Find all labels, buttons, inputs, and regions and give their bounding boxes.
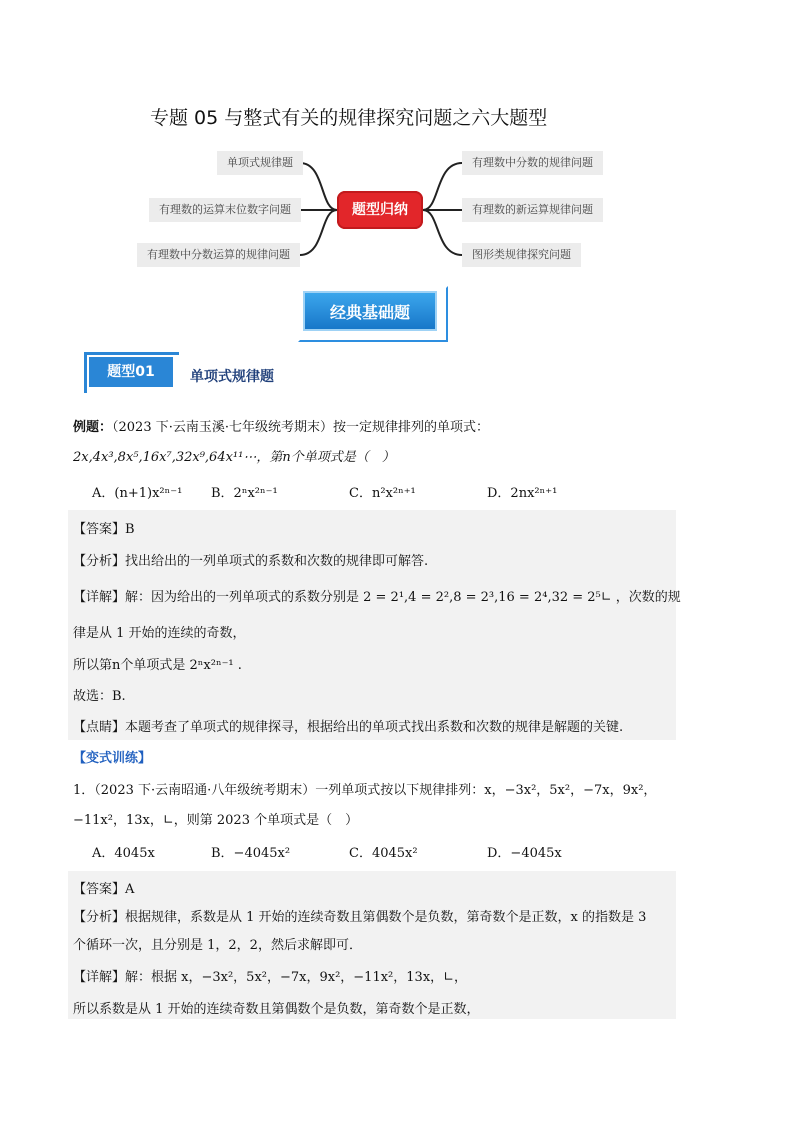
example-stem: （2023 下·云南玉溪·七年级统考期末）按一定规律排列的单项式：: [112, 420, 489, 435]
practice-detail-1: 【详解】解：根据 x，−3x²，5x²，−7x，9x²，−11x²，13x，∟，: [73, 970, 468, 985]
example-line: [73, 416, 489, 435]
example-option-b: B．2ⁿx²ⁿ⁻¹: [211, 486, 278, 501]
section-banner: 经典基础题: [303, 291, 437, 331]
mindmap-node-monomial: 单项式规律题: [217, 151, 303, 175]
example-detail-1: 【详解】解：因为给出的一列单项式的系数分别是 2 = 2¹,4 = 2²,8 = 2³,16 = 2⁴,32 = 2⁵∟ ，次数的规: [73, 590, 681, 605]
mindmap-node-fraction-operation: 有理数中分数运算的规律问题: [137, 243, 300, 267]
mindmap-center: 题型归纳: [337, 191, 423, 229]
practice-detail-2: 所以系数是从 1 开始的连续奇数且第偶数个是负数，第奇数个是正数，: [73, 1002, 480, 1017]
practice-option-c: C．4045x²: [349, 846, 418, 861]
practice-q1-line-2: −11x²，13x，∟，则第 2023 个单项式是（ ）: [73, 813, 359, 828]
section-tag: 题型01: [89, 357, 173, 387]
example-answer: 【答案】B: [73, 522, 135, 537]
example-analysis: 【分析】找出给出的一列单项式的系数和次数的规律即可解答.: [73, 554, 429, 569]
practice-option-d: D．−4045x: [487, 846, 562, 861]
example-comment: 【点睛】本题考查了单项式的规律探寻，根据给出的单项式找出系数和次数的规律是解题的关键.: [73, 720, 624, 735]
example-option-a: A．(n+1)x²ⁿ⁻¹: [92, 486, 183, 501]
section-title: 单项式规律题: [190, 369, 274, 385]
practice-option-b: B．−4045x²: [211, 846, 291, 861]
example-detail-2: 律是从 1 开始的连续的奇数，: [73, 626, 246, 641]
practice-analysis-2: 个循环一次，且分别是 1，2，2，然后求解即可．: [73, 938, 362, 953]
mindmap-node-new-operation: 有理数的新运算规律问题: [462, 198, 603, 222]
practice-answer: 【答案】A: [73, 882, 135, 897]
practice-option-a: A．4045x: [92, 846, 155, 861]
mindmap-node-figure-pattern: 图形类规律探究问题: [462, 243, 581, 267]
page-title: 专题 05 与整式有关的规律探究问题之六大题型: [150, 107, 548, 129]
practice-analysis-1: 【分析】根据规律，系数是从 1 开始的连续奇数且第偶数个是负数，第奇数个是正数，x 的指数是 3: [73, 910, 647, 925]
mindmap-node-last-digit: 有理数的运算末位数字问题: [149, 198, 301, 222]
example-option-d: D．2nx²ⁿ⁺¹: [487, 486, 558, 501]
example-option-c: C．n²x²ⁿ⁺¹: [349, 486, 416, 501]
example-choose: 故选：B.: [73, 689, 126, 704]
practice-heading: 【变式训练】: [73, 751, 152, 766]
example-sequence: 2x,4x³,8x⁵,16x⁷,32x⁹,64x¹¹⋯，第n个单项式是（ ）: [73, 450, 395, 465]
example-heading: 例题：: [73, 420, 113, 435]
practice-q1-line-1: 1．（2023 下·云南昭通·八年级统考期末）一列单项式按以下规律排列：x，−3x²，5x²，−7x，9x²，: [73, 783, 657, 798]
example-detail-3: 所以第n个单项式是 2ⁿx²ⁿ⁻¹ .: [73, 658, 242, 673]
mindmap-node-fraction-pattern: 有理数中分数的规律问题: [462, 151, 603, 175]
